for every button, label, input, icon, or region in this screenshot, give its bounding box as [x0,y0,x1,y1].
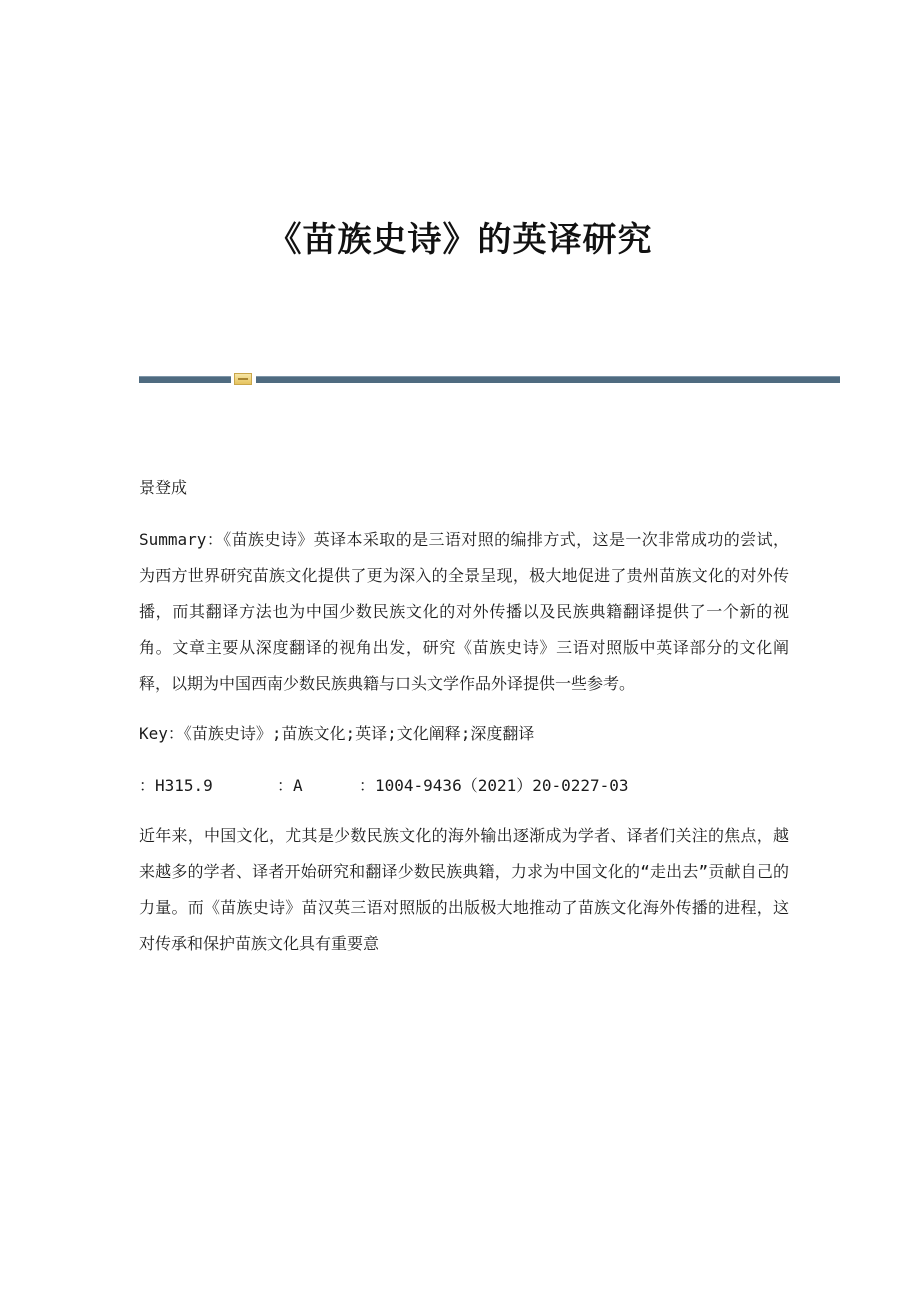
clc-number: ：H315.9 [139,776,213,795]
classification-line [139,768,789,804]
divider-emblem-icon [234,373,252,385]
summary-paragraph: Summary：《苗族史诗》英译本采取的是三语对照的编排方式，这是一次非常成功的尝试，为西方世界研究苗族文化提供了更为深入的全景呈现，极大地促进了贵州苗族文化的对外传播，而其翻译方法也为中国少数民族文化的对外传播以及民族典籍翻译提供了一个新的视角。文章主要从深度翻译的视角出发，研究《苗族史诗》三语对照版中英译部分的文化阐释，以期为中国西南少数民族典籍与口头文学作品外译提供一些参考。 [139,530,789,693]
divider-left-bar [139,376,231,383]
article-id: ：1004-9436（2021）20-0227-03 [359,776,629,795]
document-title: 《苗族史诗》的英译研究 [267,220,653,260]
document-code: ：A [277,776,303,795]
divider-right-bar [256,376,840,383]
title-divider [139,376,840,383]
keywords-line: Key：《苗族史诗》;苗族文化;英译;文化阐释;深度翻译 [139,724,535,743]
author-name: 景登成 [139,478,188,497]
document-content [139,470,789,962]
body-paragraph: 近年来，中国文化，尤其是少数民族文化的海外输出逐渐成为学者、译者们关注的焦点，越来越多的学者、译者开始研究和翻译少数民族典籍，力求为中国文化的“走出去”贡献自己的力量。而《苗族史诗》苗汉英三语对照版的出版极大地推动了苗族文化海外传播的进程，这对传承和保护苗族文化具有重要意 [139,826,789,953]
